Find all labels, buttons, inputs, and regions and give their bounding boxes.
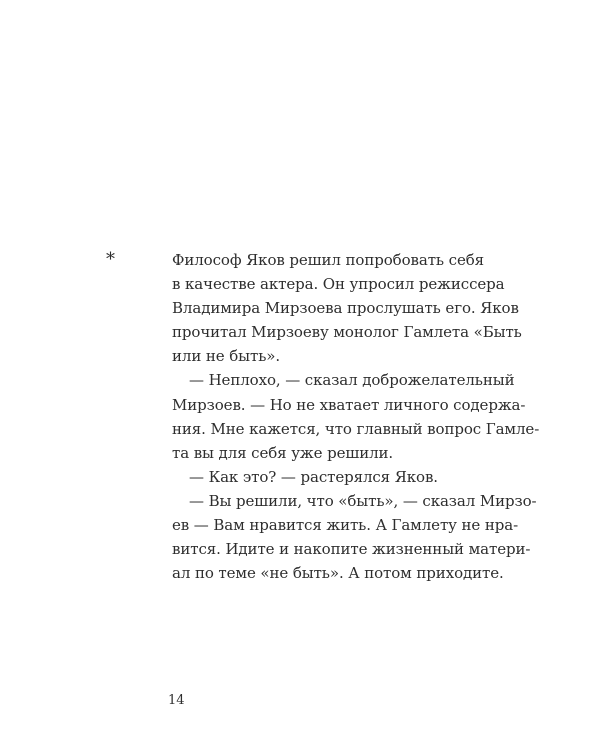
- text-line: ния. Мне кажется, что главный вопрос Гамле-: [172, 419, 540, 438]
- text-line: Мирзоев. — Но не хватает личного содержа-: [172, 395, 526, 414]
- text-line: или не быть».: [172, 347, 281, 366]
- text-line: ал по теме «не быть». А потом приходите.: [172, 564, 504, 583]
- anecdote-text: [172, 248, 540, 585]
- text-line: ев — Вам нравится жить. А Гамлету не нра-: [172, 516, 519, 535]
- section-asterisk-marker: *: [106, 249, 115, 270]
- text-line: та вы для себя уже решили.: [172, 443, 394, 462]
- page-number: 14: [168, 693, 185, 708]
- dialogue-line: — Как это? — растерялся Яков.: [189, 467, 438, 486]
- dialogue-line: — Неплохо, — сказал доброжелательный: [189, 371, 515, 390]
- dialogue-line: — Вы решили, что «быть», — сказал Мирзо-: [189, 491, 537, 510]
- text-line: вится. Идите и накопите жизненный матери-: [172, 540, 531, 559]
- text-line: прочитал Мирзоеву монолог Гамлета «Быть: [172, 323, 522, 342]
- text-line: Владимира Мирзоева прослушать его. Яков: [172, 299, 519, 318]
- text-line: Философ Яков решил попробовать себя: [172, 251, 485, 269]
- text-line: в качестве актера. Он упросил режиссера: [172, 275, 505, 294]
